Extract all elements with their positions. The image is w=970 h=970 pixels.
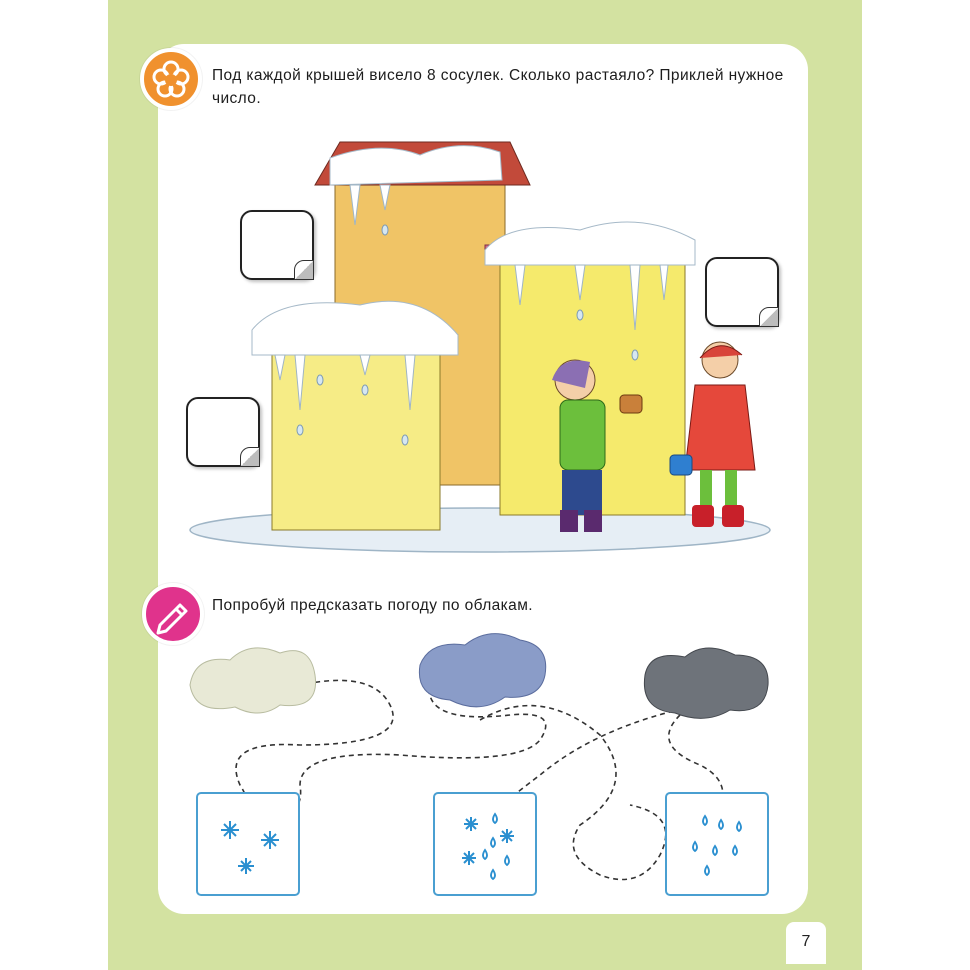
task-instruction: Под каждой крышей висело 8 сосулек. Сколько растаяло? Приклей нужное число. [212,67,784,107]
snowflake-raindrop-icon [435,794,535,894]
raindrop-icon [667,794,767,894]
snow-box[interactable] [196,792,300,896]
rain-box[interactable] [665,792,769,896]
flower-icon [140,48,202,110]
houses-illustration [180,130,790,570]
number-sticker-slot[interactable] [186,397,260,467]
task-instruction: Попробуй предсказать погоду по облакам. [212,597,533,614]
snowflake-icon [198,794,298,894]
number-sticker-slot[interactable] [240,210,314,280]
number-sticker-slot[interactable] [705,257,779,327]
white-cloud [190,648,316,713]
grey-cloud [644,648,768,718]
snow-and-rain-box[interactable] [433,792,537,896]
blue-cloud [419,634,545,707]
page-number: 7 [786,922,826,964]
